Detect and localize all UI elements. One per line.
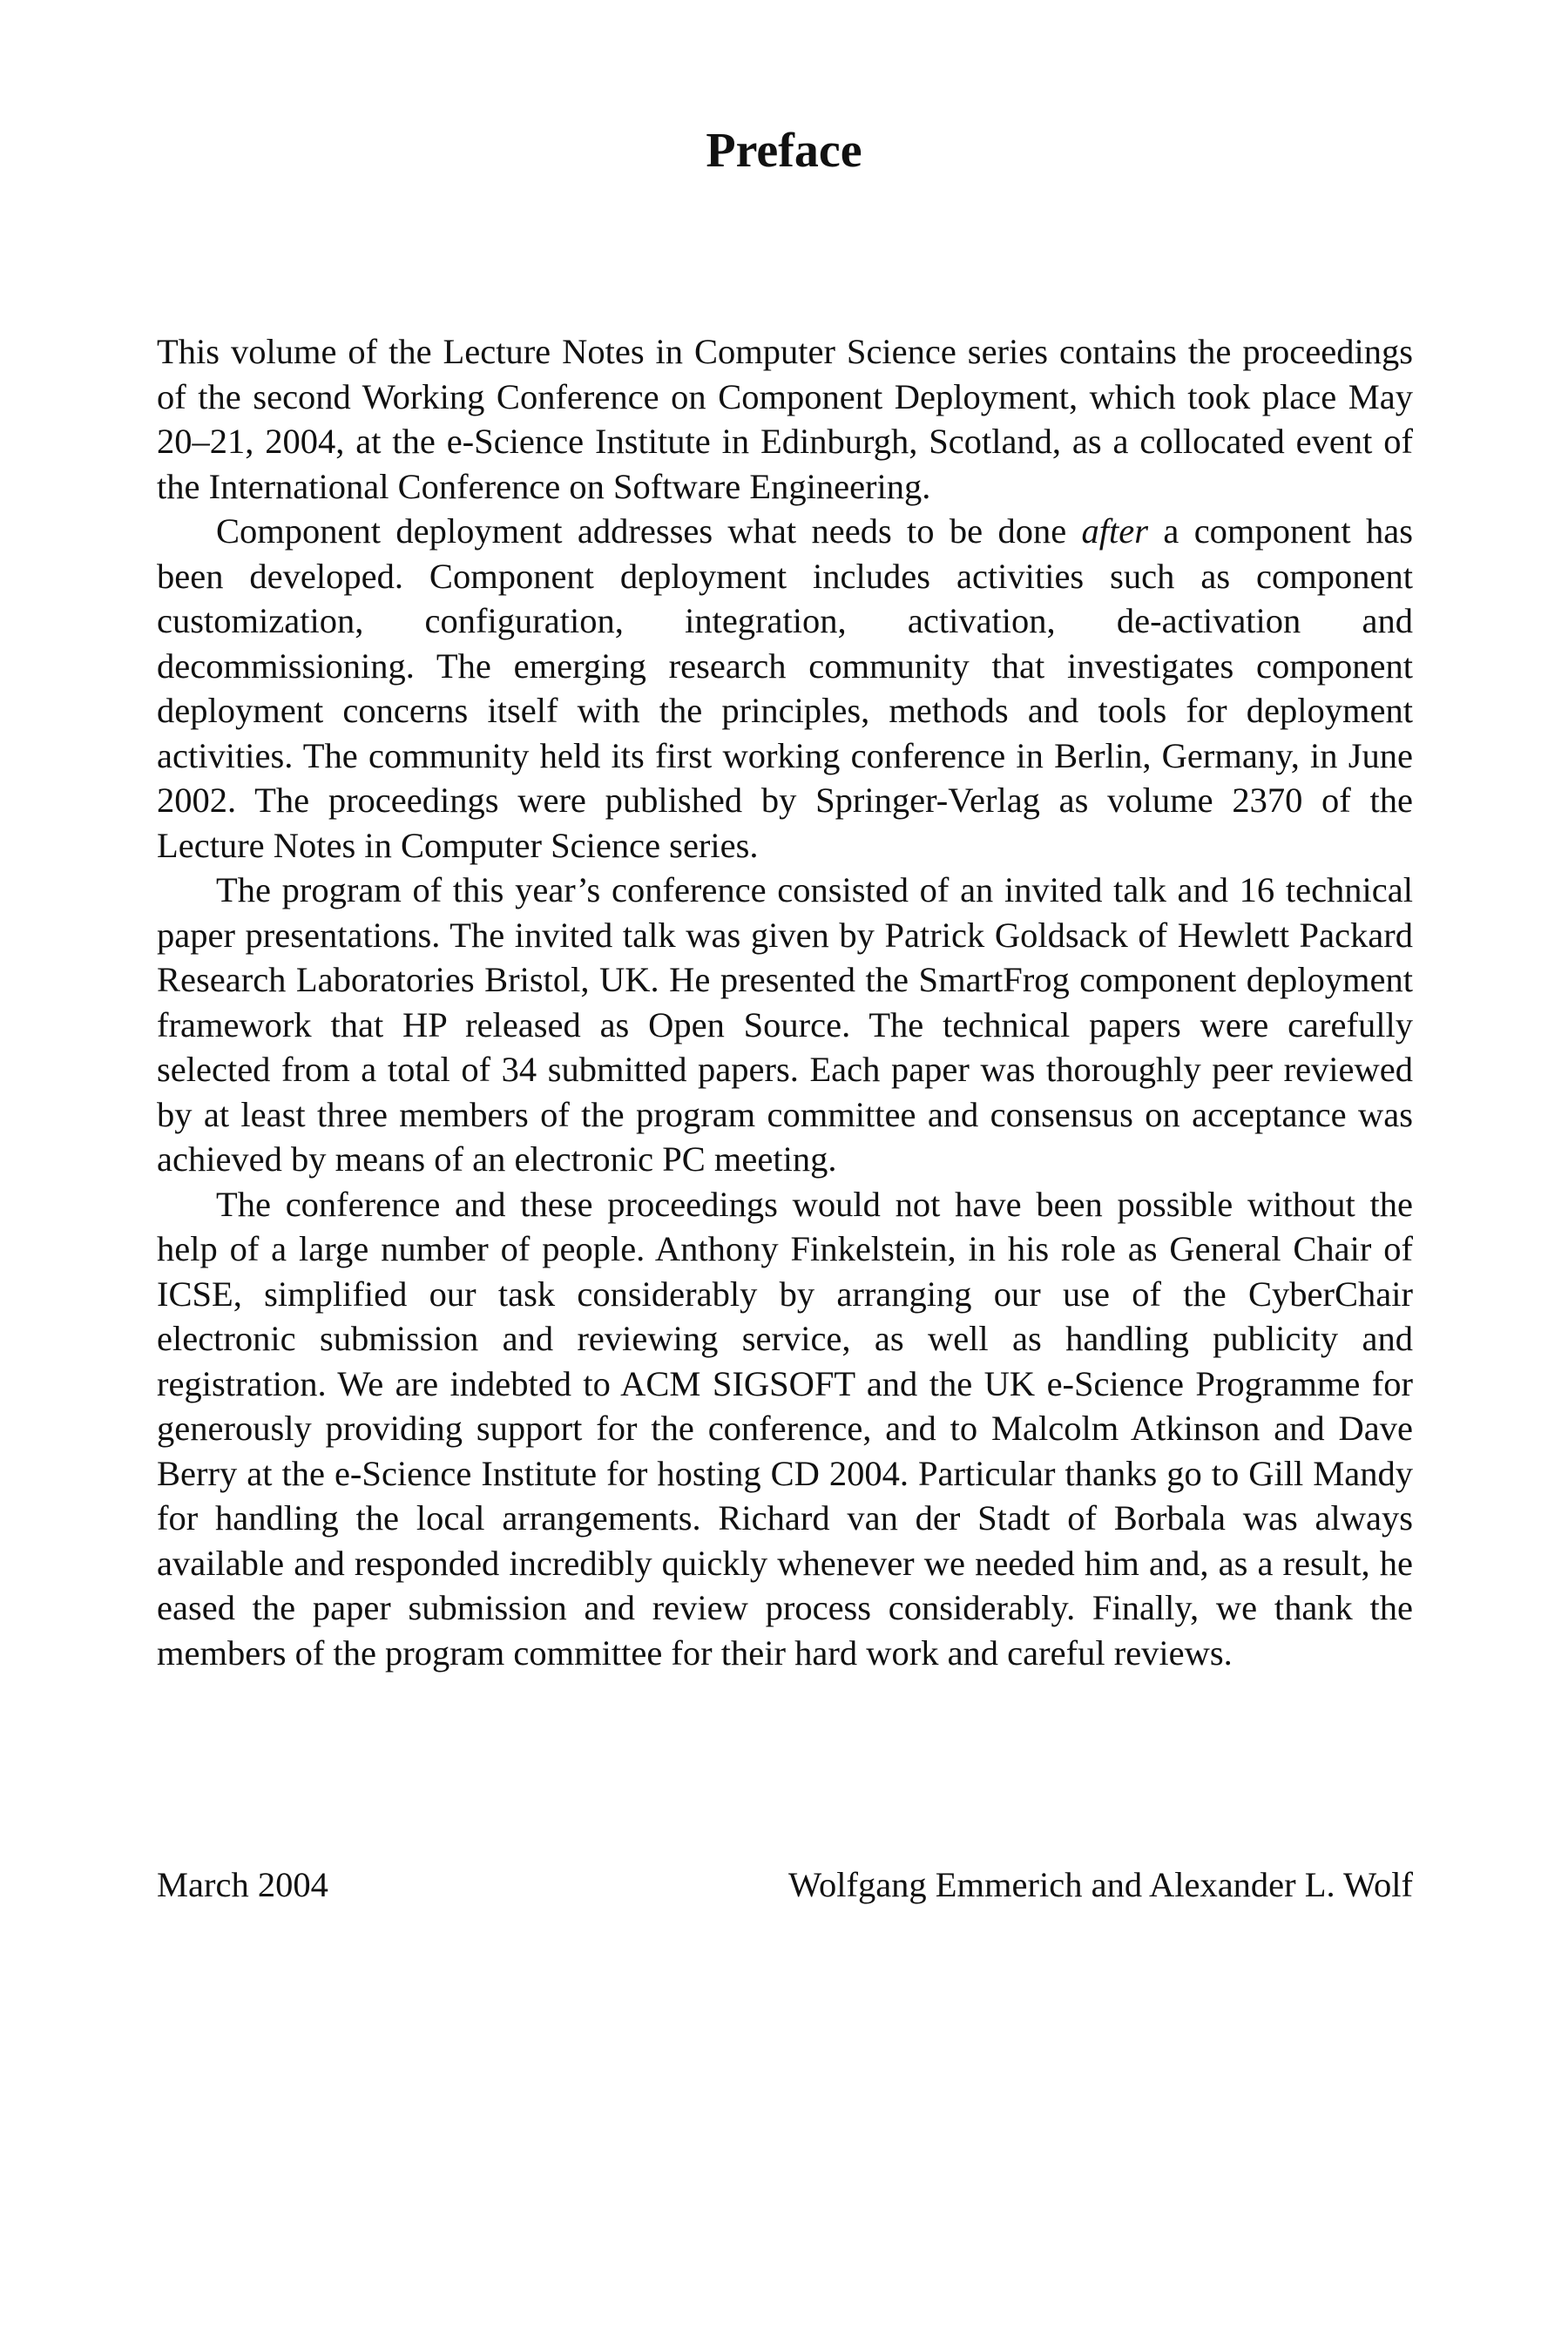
paragraph-2 — [157, 509, 1413, 868]
page-title: Preface — [706, 124, 862, 178]
paragraph-1: This volume of the Lecture Notes in Computer Science series contains the proceedings of the second Working Conference on Component Deployment, which took place May 20–21, 2004, at the e-Science Institute in Edinburgh, Scotland, as a collocated event of the International Conference on Software Engineering. — [157, 332, 1413, 506]
paragraph-2-before: Component deployment addresses what needs to be done — [216, 511, 1082, 551]
signoff — [157, 1862, 1413, 1908]
signoff-date: March 2004 — [157, 1865, 328, 1904]
paragraph-4: The conference and these proceedings would not have been possible without the help of a large number of people. Anthony Finkelstein, in his role as General Chair of ICSE, simplified our task considerably by arranging our use of the CyberChair electronic submission and reviewing service, as well as handling publicity and registration. We are indebted to ACM SIGSOFT and the UK e-Science Programme for generously providing support for the conference, and to Malcolm Atkinson and Dave Berry at the e-Science Institute for hosting CD 2004. Particular thanks go to Gill Mandy for handling the local arrangements. Richard van der Stadt of Borbala was always available and responded incredibly quickly whenever we needed him and, as a result, he eased the paper submission and review process considerably. Finally, we thank the members of the program committee for their hard work and careful reviews. — [157, 1184, 1413, 1673]
preface-body — [157, 329, 1413, 1675]
paragraph-2-after: a component has been developed. Component deployment includes activities such as component customization, configuration, integration, activation, de-activation and decommissioning. The emerging research community that investigates component deployment concerns itself with the principles, methods and tools for deployment activities. The community held its first working conference in Berlin, Germany, in June 2002. The proceedings were published by Springer-Verlag as volume 2370 of the Lecture Notes in Computer Science series. — [157, 511, 1413, 865]
paragraph-3: The program of this year’s conference consisted of an invited talk and 16 technical paper presentations. The invited talk was given by Patrick Goldsack of Hewlett Packard Research Laboratories Bristol, UK. He presented the SmartFrog component deployment framework that HP released as Open Source. The technical papers were carefully selected from a total of 34 submitted papers. Each paper was thoroughly peer reviewed by at least three members of the program committee and consensus on acceptance was achieved by means of an electronic PC meeting. — [157, 870, 1413, 1179]
signoff-authors: Wolfgang Emmerich and Alexander L. Wolf — [787, 1865, 1413, 1904]
paragraph-2-emphasis: after — [1081, 511, 1149, 551]
